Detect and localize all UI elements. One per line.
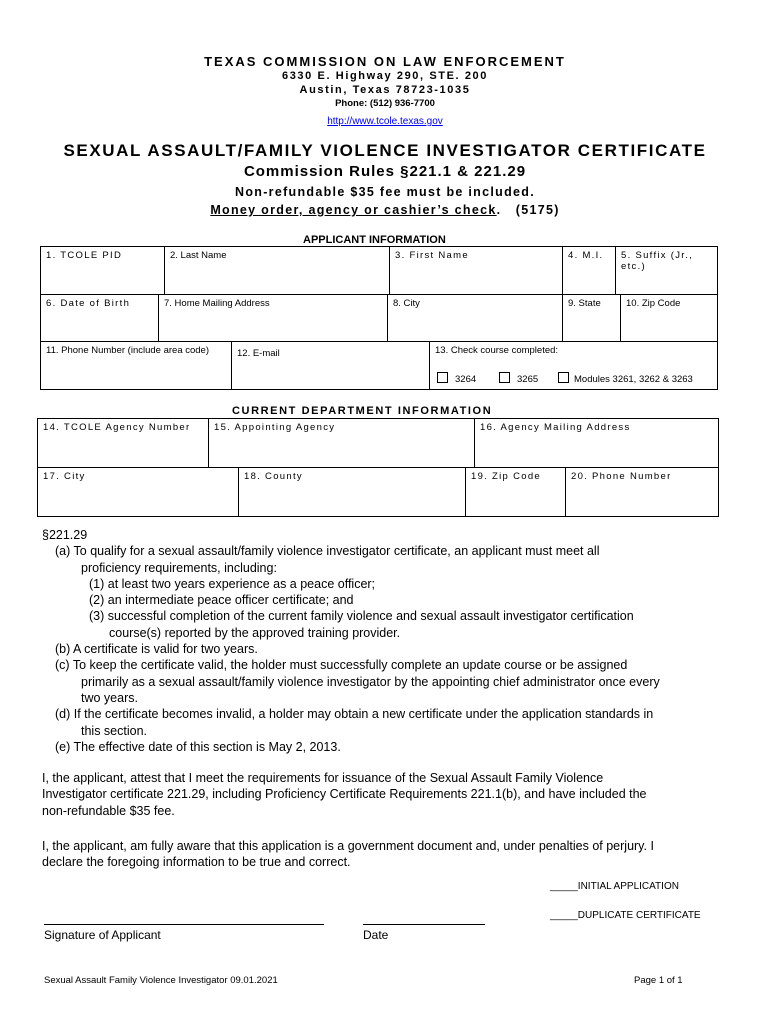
last-name-field[interactable] xyxy=(165,247,390,295)
rule-a: (a) To qualify for a sexual assault/family violence investigator certificate, an applicant must meet all xyxy=(55,544,600,559)
zip-code-label: 10. Zip Code xyxy=(626,298,681,309)
rule-a-1: (1) at least two years experience as a peace officer; xyxy=(89,576,376,591)
city-label: 8. City xyxy=(393,298,420,309)
course-3265-label: 3265 xyxy=(517,374,539,385)
rule-a-2: (2) an intermediate peace officer certificate; and xyxy=(89,593,354,608)
perjury-line-2: declare the foregoing information to be true and correct. xyxy=(42,855,351,870)
initial-application-option[interactable]: _____INITIAL APPLICATION xyxy=(550,881,679,892)
agency-address-label: 16. Agency Mailing Address xyxy=(480,422,631,433)
rule-d: (d) If the certificate becomes invalid, a holder may obtain a new certificate under the application standards in xyxy=(55,707,654,722)
agency-number-label: 14. TCOLE Agency Number xyxy=(43,422,191,433)
org-address-line2: Austin, Texas 78723-1035 xyxy=(299,84,471,96)
attestation-line-3: non-refundable $35 fee. xyxy=(42,803,175,818)
tcole-pid-label: 1. TCOLE PID xyxy=(46,250,123,261)
course-option-3264[interactable] xyxy=(437,372,476,385)
rule-a-3-cont: course(s) reported by the approved training provider. xyxy=(109,625,401,640)
state-label: 9. State xyxy=(568,298,601,309)
first-name-label: 3. First Name xyxy=(395,250,469,261)
county-field[interactable] xyxy=(239,468,466,517)
agency-address-field[interactable] xyxy=(475,419,719,468)
course-3264-checkbox[interactable] xyxy=(437,372,448,383)
first-name-field[interactable] xyxy=(390,247,563,295)
county-label: 18. County xyxy=(244,471,303,482)
rule-a-3: (3) successful completion of the current family violence and sexual assault investigator certification xyxy=(89,609,634,624)
fee-code: (5175) xyxy=(515,203,560,217)
department-phone-field[interactable] xyxy=(566,468,719,517)
department-city-field[interactable] xyxy=(38,468,239,517)
footer-form-name: Sexual Assault Family Violence Investigator 09.01.2021 xyxy=(44,975,278,986)
middle-initial-field[interactable] xyxy=(563,247,616,295)
fee-notice: Non-refundable $35 fee must be included. xyxy=(235,185,535,199)
signature-line[interactable] xyxy=(44,924,324,925)
department-city-label: 17. City xyxy=(43,471,86,482)
applicant-row-1 xyxy=(40,246,718,295)
email-label: 12. E-mail xyxy=(237,348,280,359)
org-address-line1: 6330 E. Highway 290, STE. 200 xyxy=(282,70,488,82)
rule-section-number: §221.29 xyxy=(42,528,88,542)
course-3265-checkbox[interactable] xyxy=(499,372,510,383)
home-address-label: 7. Home Mailing Address xyxy=(164,298,270,309)
home-address-field[interactable] xyxy=(159,295,388,342)
payment-methods: Money order, agency or cashier’s check xyxy=(210,203,497,217)
perjury-line-1: I, the applicant, am fully aware that this application is a government document and, under penalties of perjury. I xyxy=(42,839,654,853)
rule-c-cont-2: two years. xyxy=(81,690,138,705)
department-zip-label: 19. Zip Code xyxy=(471,471,541,482)
department-row-1 xyxy=(37,418,719,468)
rule-section xyxy=(42,527,742,755)
form-rules: Commission Rules §221.1 & 221.29 xyxy=(243,163,527,180)
rule-a-cont: proficiency requirements, including: xyxy=(81,560,277,575)
date-of-birth-field[interactable] xyxy=(41,295,159,342)
course-completed-label: 13. Check course completed: xyxy=(435,345,559,356)
department-section-title: CURRENT DEPARTMENT INFORMATION xyxy=(232,405,493,417)
date-of-birth-label: 6. Date of Birth xyxy=(46,298,131,309)
course-modules-label: Modules 3261, 3262 & 3263 xyxy=(574,374,693,385)
rule-e: (e) The effective date of this section is May 2, 2013. xyxy=(55,739,341,754)
agency-number-field[interactable] xyxy=(38,419,209,468)
payment-period: . xyxy=(496,203,502,217)
rule-c-cont: primarily as a sexual assault/family violence investigator by the appointing chief administrator once every xyxy=(81,674,660,689)
phone-number-field[interactable] xyxy=(41,342,232,390)
attestation-line-2: Investigator certificate 221.29, including Proficiency Certificate Requirements 221.1(b), and have included the xyxy=(42,787,647,802)
rule-d-cont: this section. xyxy=(81,723,148,738)
org-website-row xyxy=(0,111,770,129)
zip-code-field[interactable] xyxy=(621,295,718,342)
footer-page-number: Page 1 of 1 xyxy=(634,975,683,986)
org-phone: Phone: (512) 936-7700 xyxy=(335,98,435,109)
org-name: TEXAS COMMISSION ON LAW ENFORCEMENT xyxy=(204,54,566,69)
date-line[interactable] xyxy=(363,924,485,925)
department-phone-label: 20. Phone Number xyxy=(571,471,672,482)
org-website-link[interactable]: http://www.tcole.texas.gov xyxy=(327,116,443,127)
department-zip-field[interactable] xyxy=(466,468,566,517)
attestation-line-1: I, the applicant, attest that I meet the requirements for issuance of the Sexual Assault Family Violence xyxy=(42,771,604,785)
course-option-3265[interactable] xyxy=(499,372,538,385)
suffix-field[interactable] xyxy=(616,247,718,295)
attestation-requirements xyxy=(42,770,732,819)
date-label: Date xyxy=(363,928,389,942)
course-modules-checkbox[interactable] xyxy=(558,372,569,383)
duplicate-certificate-option[interactable]: _____DUPLICATE CERTIFICATE xyxy=(550,910,701,921)
phone-number-label: 11. Phone Number (include area code) xyxy=(46,345,210,356)
tcole-pid-field[interactable] xyxy=(41,247,165,295)
department-row-2 xyxy=(37,467,719,517)
rule-b: (b) A certificate is valid for two years. xyxy=(55,642,258,657)
applicant-section-title: APPLICANT INFORMATION xyxy=(303,234,446,246)
rule-c: (c) To keep the certificate valid, the holder must successfully complete an update course or be assigned xyxy=(55,658,628,673)
city-field[interactable] xyxy=(388,295,563,342)
state-field[interactable] xyxy=(563,295,621,342)
appointing-agency-label: 15. Appointing Agency xyxy=(214,422,336,433)
email-field[interactable] xyxy=(232,342,430,390)
attestation-perjury xyxy=(42,838,732,871)
form-title: SEXUAL ASSAULT/FAMILY VIOLENCE INVESTIGATOR CERTIFICATE xyxy=(63,141,707,160)
last-name-label: 2. Last Name xyxy=(170,250,227,261)
signature-label: Signature of Applicant xyxy=(44,928,161,942)
suffix-label: 5. Suffix (Jr., etc.) xyxy=(621,250,694,272)
appointing-agency-field[interactable] xyxy=(209,419,475,468)
applicant-row-2 xyxy=(40,294,718,342)
course-option-modules[interactable] xyxy=(558,372,693,385)
middle-initial-label: 4. M.I. xyxy=(568,250,604,261)
payment-notice xyxy=(0,203,770,217)
course-3264-label: 3264 xyxy=(455,374,477,385)
